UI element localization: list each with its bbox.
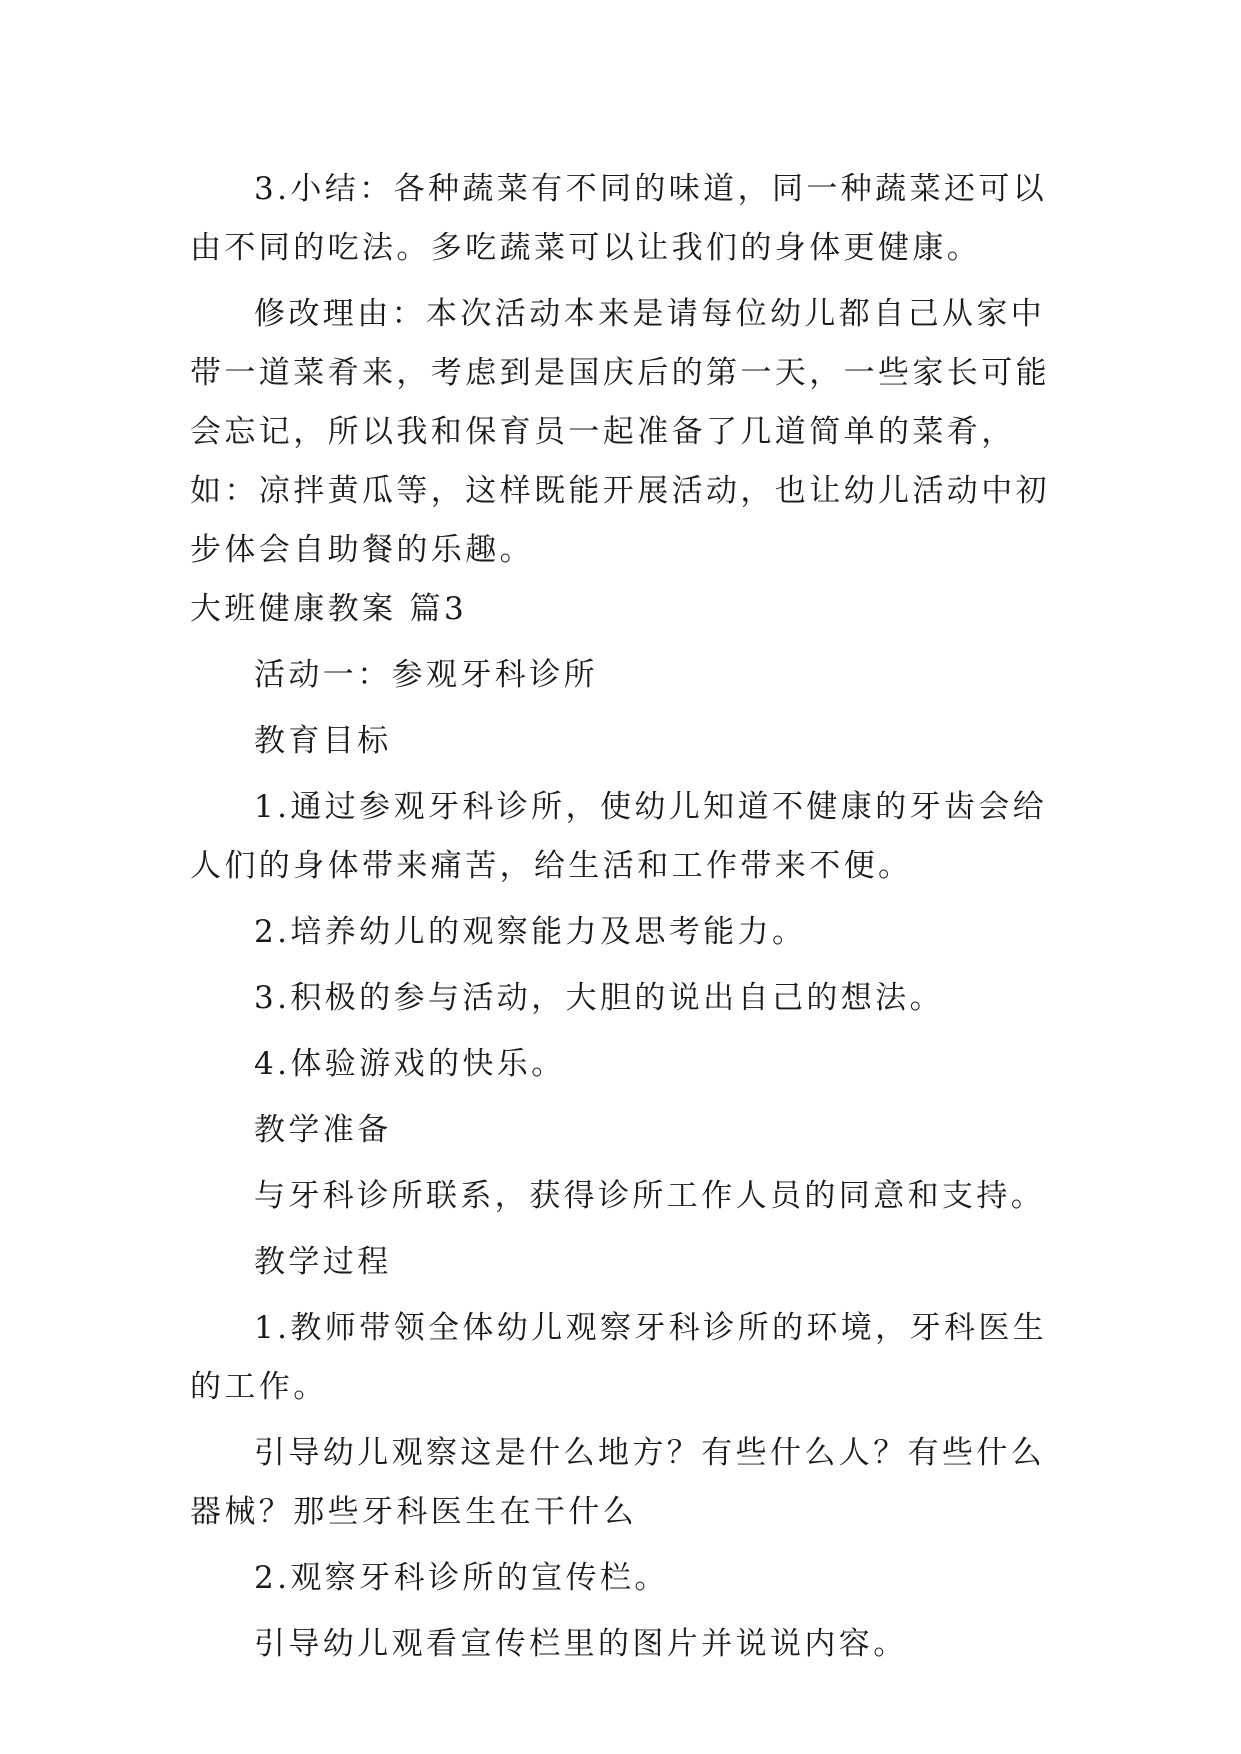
paragraph-process-guide-2: 引导幼儿观看宣传栏里的图片并说说内容。	[254, 1626, 908, 1662]
paragraph-prep-content: 与牙科诊所联系，获得诊所工作人员的同意和支持。	[254, 1178, 1046, 1214]
paragraph-goal-2: 2.培养幼儿的观察能力及思考能力。	[254, 914, 807, 950]
paragraph-process-step-1: 1.教师带领全体幼儿观察牙科诊所的环境，牙科医生的工作。	[190, 1310, 1048, 1405]
paragraph-process-heading: 教学过程	[254, 1244, 392, 1280]
document-body	[190, 160, 1060, 1674]
paragraph-activity-title: 活动一：参观牙科诊所	[254, 657, 598, 693]
paragraph-prep-heading: 教学准备	[254, 1112, 392, 1148]
paragraph-goal-3: 3.积极的参与活动，大胆的说出自己的想法。	[254, 980, 944, 1016]
paragraph-process-guide-1: 引导幼儿观察这是什么地方？有些什么人？有些什么器械？那些牙科医生在干什么	[190, 1435, 1046, 1530]
paragraph-goals-heading: 教育目标	[254, 723, 392, 759]
paragraph-goal-4: 4.体验游戏的快乐。	[254, 1046, 566, 1082]
paragraph-revision-reason: 修改理由：本次活动本来是请每位幼儿都自己从家中带一道菜肴来，考虑到是国庆后的第一天，一些家长可能会忘记，所以我和保育员一起准备了几道简单的菜肴，如：凉拌黄瓜等，这样既能开展活动，也让幼儿活动中初步体会自助餐的乐趣。	[190, 296, 1050, 568]
paragraph-goal-1: 1.通过参观牙科诊所，使幼儿知道不健康的牙齿会给人们的身体带来痛苦，给生活和工作带来不便。	[190, 789, 1048, 884]
paragraph-summary: 3.小结：各种蔬菜有不同的味道，同一种蔬菜还可以由不同的吃法。多吃蔬菜可以让我们的身体更健康。	[190, 171, 1048, 266]
section-heading: 大班健康教案 篇3	[190, 591, 468, 627]
paragraph-process-step-2: 2.观察牙科诊所的宣传栏。	[254, 1560, 669, 1596]
